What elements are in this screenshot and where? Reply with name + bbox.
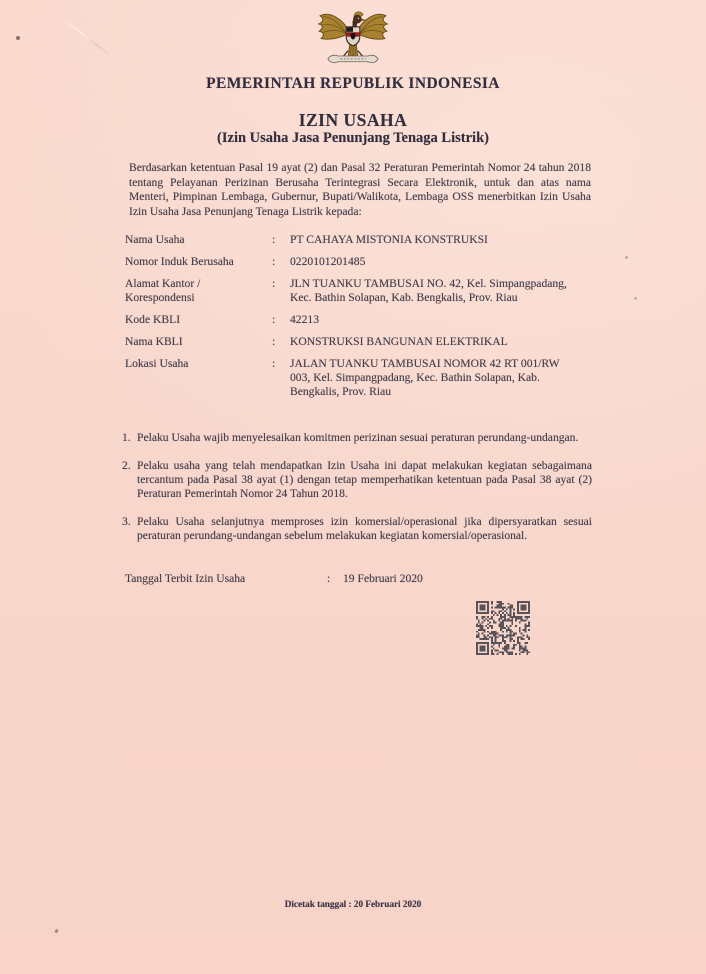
qr-code-icon [476,601,530,655]
field-value: JALAN TUANKU TAMBUSAI NOMOR 42 RT 001/RW 003, Kel. Simpangpadang, Kec. Bathin Solapan, Kab. Bengkalis, Prov. Riau [290,357,560,398]
field-separator: : [272,313,276,326]
field-label: Nama Usaha [125,233,185,246]
provision-item [122,515,596,543]
provision-number: 1. [122,431,131,444]
field-row [125,233,600,247]
provision-text: Pelaku Usaha wajib menyelesaikan komitmen perizinan sesuai peraturan perundang-undangan. [137,431,579,444]
field-value: JLN TUANKU TAMBUSAI NO. 42, Kel. Simpangpadang, Kec. Bathin Solapan, Kab. Bengkalis, Prov. Riau [290,277,567,304]
issue-date-value: 19 Februari 2020 [343,572,423,585]
paper-crease [64,19,114,59]
field-separator: : [272,335,276,348]
garuda-pancasila-emblem-icon [313,8,393,70]
issue-date-label: Tanggal Terbit Izin Usaha [125,572,246,585]
government-heading: PEMERINTAH REPUBLIK INDONESIA [206,75,500,92]
provision-number: 3. [122,515,131,528]
scan-speck [16,36,20,40]
field-separator: : [272,277,276,290]
provision-text: Pelaku Usaha selanjutnya memproses izin komersial/operasional jika dipersyaratkan sesuai peraturan perundang-undangan sebelum melakukan kegiatan komersial/operasional. [137,515,592,542]
field-separator: : [272,357,276,370]
issue-date-row [125,572,423,586]
field-value: KONSTRUKSI BANGUNAN ELEKTRIKAL [290,335,508,348]
field-separator: : [272,255,276,268]
field-value: PT CAHAYA MISTONIA KONSTRUKSI [290,233,488,246]
field-value: 0220101201485 [290,255,366,268]
field-label: Lokasi Usaha [125,357,189,370]
field-label: Nama KBLI [125,335,183,348]
scan-speck [625,256,628,259]
field-value: 42213 [290,313,319,326]
field-label: Kode KBLI [125,313,181,326]
field-row [125,335,600,349]
document-subtitle: (Izin Usaha Jasa Penunjang Tenaga Listrik) [217,130,489,146]
issue-date-separator: : [327,572,331,585]
intro-paragraph: Berdasarkan ketentuan Pasal 19 ayat (2) dan Pasal 32 Peraturan Pemerintah Nomor 24 tahun 2018 tentang Pelayanan Perizinan Berusaha Terintegrasi Secara Elektronik, untuk dan atas nama Menteri, Pimpinan Lembaga, Gubernur, Bupati/Walikota, Lembaga OSS menerbitkan Izin Usaha Izin Usaha Jasa Penunjang Tenaga Listrik kepada: [129,161,591,218]
field-label: Nomor Induk Berusaha [125,255,234,268]
field-separator: : [272,233,276,246]
field-row [125,277,600,305]
provision-number: 2. [122,459,131,472]
document-title: IZIN USAHA [298,110,408,130]
printed-date-footer: Dicetak tanggal : 20 Februari 2020 [284,899,422,909]
provisions-list [122,431,596,557]
scan-speck [634,297,637,300]
field-row [125,313,600,327]
scan-speck [54,929,59,934]
provision-text: Pelaku usaha yang telah mendapatkan Izin Usaha ini dapat melakukan kegiatan sebagaimana tercantum pada Pasal 38 ayat (1) dengan tetap memperhatikan ketentuan pada Pasal 38 ayat (2) Peraturan Pemerintah Nomor 24 Tahun 2018. [137,459,592,500]
field-row [125,357,600,399]
provision-item [122,459,596,501]
field-label: Alamat Kantor / Korespondensi [125,277,201,304]
provision-item [122,431,596,445]
fields-table [125,233,600,407]
field-row [125,255,600,269]
